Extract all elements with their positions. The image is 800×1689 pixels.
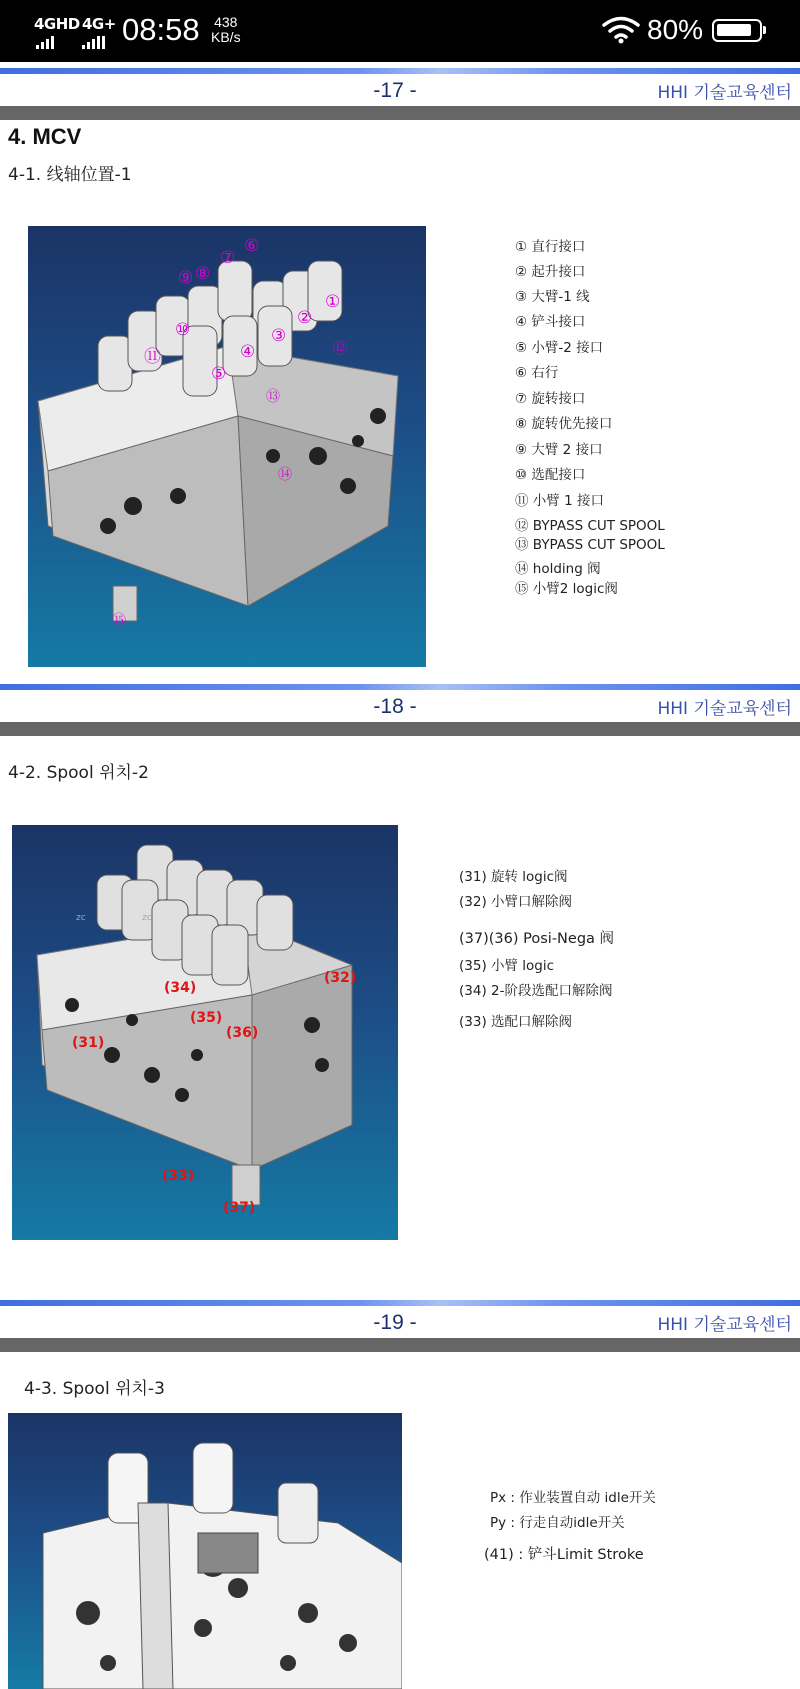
callout-33: (33) — [162, 1168, 195, 1184]
valve-block-drawing-1 — [28, 226, 426, 667]
status-bar — [0, 0, 800, 62]
header-gray-rule — [0, 106, 800, 120]
callout-2a: ② — [297, 308, 313, 328]
callout-1: ① — [325, 292, 341, 312]
page-header-18 — [0, 684, 800, 736]
network-label-2: 4G+ — [82, 15, 116, 33]
page-number: -19 - — [373, 1311, 417, 1334]
legend-item: ⑧ 旋转优先接口 — [515, 416, 613, 432]
callout-7: ⑦ — [220, 248, 236, 268]
callout-10: ⑩ — [175, 320, 191, 340]
valve-block-drawing-2 — [12, 825, 398, 1240]
network-speed — [211, 15, 241, 45]
callout-14: ⑭ — [278, 467, 292, 483]
page-header-17 — [0, 68, 800, 120]
legend-item: (35) 小臂 logic — [459, 958, 555, 974]
page-header-19 — [0, 1300, 800, 1352]
mcv-diagram-2 — [12, 825, 398, 1240]
legend-item: (33) 选配口解除阀 — [459, 1014, 573, 1030]
callout-35: (35) — [190, 1010, 223, 1026]
battery-percent: 80% — [647, 14, 704, 45]
legend-page-19 — [484, 1486, 784, 1566]
legend-item: (31) 旋转 logic阀 — [459, 869, 568, 885]
subsection-title: 4-3. Spool 위치-3 — [24, 1379, 165, 1399]
legend-item: ① 直行接口 — [515, 239, 586, 255]
callout-15: ⑮ — [112, 613, 126, 629]
legend-item: ⑪ 小臂 1 接口 — [515, 493, 604, 509]
legend-item: ③ 大臂-1 线 — [515, 289, 590, 305]
mcv-diagram-3 — [8, 1413, 402, 1689]
header-blue-rule — [0, 1300, 800, 1306]
legend-item: Px : 作业装置自动 idle开关 — [490, 1490, 656, 1506]
legend-item: Py : 行走自动idle开关 — [490, 1515, 625, 1531]
callout-12: ⑫ — [333, 341, 347, 357]
callout-8: ⑧ — [195, 264, 211, 284]
wifi-icon — [602, 16, 640, 44]
callout-zc-1: zc — [76, 913, 86, 923]
network-label-1: 4GHD — [34, 15, 80, 33]
callout-9: ⑨ — [178, 268, 194, 288]
page-number: -18 - — [373, 695, 417, 718]
callout-6: ⑥ — [244, 236, 260, 256]
header-blue-rule — [0, 684, 800, 690]
legend-item: (32) 小臂口解除阀 — [459, 894, 573, 910]
callout-37: (37) — [223, 1200, 256, 1216]
signal-bars-1-icon — [36, 30, 56, 44]
legend-item: ⑬ BYPASS CUT SPOOL — [515, 537, 665, 553]
subsection-title: 4-2. Spool 위치-2 — [8, 763, 149, 783]
callout-31: (31) — [72, 1035, 105, 1051]
legend-item: ⑤ 小臂-2 接口 — [515, 340, 604, 356]
header-blue-rule — [0, 68, 800, 74]
page-number: -17 - — [373, 79, 417, 102]
legend-item: ⑩ 选配接口 — [515, 467, 586, 483]
legend-item: (37)(36) Posi-Nega 阀 — [459, 931, 615, 947]
valve-block-drawing-3 — [8, 1413, 402, 1689]
legend-item: ⑮ 小臂2 logic阀 — [515, 581, 618, 597]
speed-value: 438 — [214, 14, 238, 30]
callout-zc-2: zc — [142, 913, 152, 923]
header-gray-rule — [0, 722, 800, 736]
callout-5: ⑤ — [211, 364, 227, 384]
org-label: HHI 기술교육센터 — [657, 83, 792, 103]
legend-item: ⑫ BYPASS CUT SPOOL — [515, 518, 665, 534]
subsection-title: 4-1. 线轴位置-1 — [8, 165, 132, 185]
legend-item: ② 起升接口 — [515, 264, 586, 280]
legend-item: ⑭ holding 阀 — [515, 561, 601, 577]
section-title: 4. MCV — [8, 124, 82, 149]
org-label: HHI 기술교육센터 — [657, 699, 792, 719]
legend-page-18 — [459, 865, 779, 1030]
clock: 08:58 — [122, 12, 200, 47]
legend-item: (34) 2-阶段选配口解除阀 — [459, 983, 613, 999]
legend-item: ⑦ 旋转接口 — [515, 391, 586, 407]
legend-item: ⑥ 右行 — [515, 365, 559, 381]
battery-icon — [712, 19, 762, 42]
mcv-diagram-1 — [28, 226, 426, 667]
legend-page-17 — [515, 235, 775, 595]
signal-bars-2-icon — [82, 30, 107, 44]
org-label: HHI 기술교육센터 — [657, 1315, 792, 1335]
speed-unit: KB/s — [211, 29, 241, 45]
legend-item: ④ 铲斗接口 — [515, 314, 586, 330]
callout-36: (36) — [226, 1025, 259, 1041]
callout-4: ④ — [240, 342, 256, 362]
callout-34: (34) — [164, 980, 197, 996]
callout-13: ⑬ — [266, 389, 280, 405]
callout-11: ⑪ — [144, 347, 161, 367]
legend-item: (41) : 铲斗Limit Stroke — [484, 1547, 644, 1563]
callout-32: (32) — [324, 970, 357, 986]
legend-item: ⑨ 大臂 2 接口 — [515, 442, 603, 458]
callout-3: ③ — [271, 326, 287, 346]
header-gray-rule — [0, 1338, 800, 1352]
